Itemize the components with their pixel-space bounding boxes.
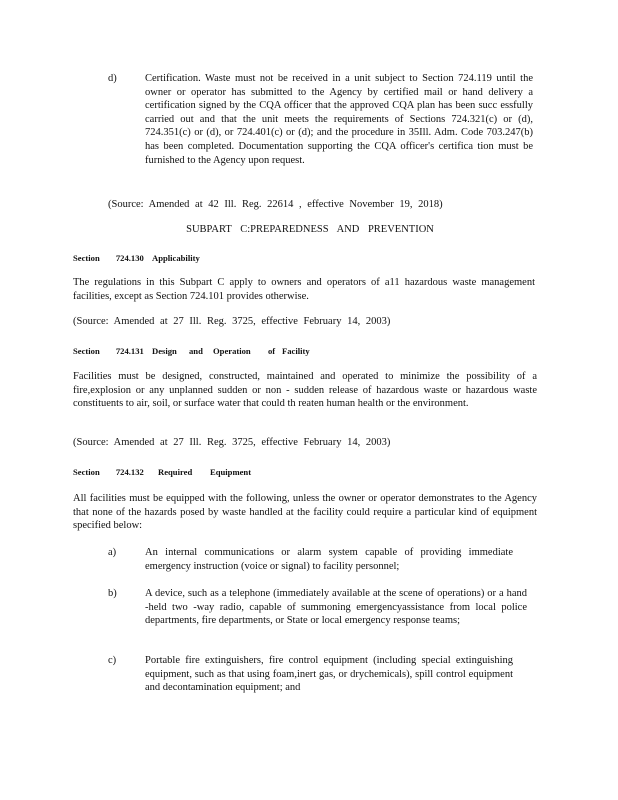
section-132-heading: [73, 466, 533, 480]
item-a-text: An internal communications or alarm system capable of providing immediate emergency instruction (voice or signal) to facility personnel;: [145, 547, 513, 572]
source-note-1: (Source: Amended at 42 Ill. Reg. 22614 , effective November 19, 2018): [108, 199, 443, 210]
section-131-heading: [73, 345, 533, 359]
item-b-text: A device, such as a telephone (immediately available at the scene of operations) or a hand -held two -way radio, capable of summoning emergencyassistance from local police departments, fire departments, or State or local emergency response teams;: [145, 588, 527, 627]
section-131-title-word-1: Design: [152, 346, 177, 356]
subpart-title: SUBPART C:PREPAREDNESS AND PREVENTION: [186, 224, 434, 235]
item-d-label: d): [108, 73, 117, 84]
section-131-title-word-5: Facility: [282, 346, 310, 356]
section-132-body: All facilities must be equipped with the following, unless the owner or operator demonstrates to the Agency that none of the hazards posed by waste handled at the facility could require a particular kind of equipment specified below:: [73, 493, 537, 532]
section-130-source: (Source: Amended at 27 Ill. Reg. 3725, effective February 14, 2003): [73, 316, 391, 327]
section-131-title-word-3: Operation: [213, 346, 251, 356]
item-d-text: Certification. Waste must not be received in a unit subject to Section 724.119 until the owner or operator has submitted to the Agency by certified mail or hand delivery a certification signed by the CQA officer that the approved CQA plan has been succ essfully carried out and that the unit meets the requirements of Sections 724.321(c) or (d), 724.351(c) or (d), or 724.401(c) or (d); and the procedure in 35Ill. Adm. Code 703.247(b) has been completed. Documentation supporting the CQA officer's certifica tion must be furnished to the Agency upon request.: [145, 73, 533, 166]
section-131-source: (Source: Amended at 27 Ill. Reg. 3725, effective February 14, 2003): [73, 437, 391, 448]
section-131-title-word-4: of: [268, 346, 276, 356]
item-c-label: c): [108, 655, 117, 666]
section-131-title-word-2: and: [189, 346, 203, 356]
section-130-heading: [73, 252, 533, 266]
section-130-number: Section 724.130: [73, 253, 144, 263]
section-131-body: Facilities must be designed, constructed, maintained and operated to minimize the possibility of a fire,explosion or any unplanned sudden or non - sudden release of hazardous waste or hazardous waste constituents to air, soil, or surface water that could th reaten human health or the environment.: [73, 371, 537, 410]
section-130-title: Applicability: [152, 253, 200, 263]
section-132-title-word-2: Equipment: [210, 467, 252, 477]
section-132-title-word-1: Required: [158, 467, 193, 477]
item-a-label: a): [108, 547, 117, 558]
item-c-text: Portable fire extinguishers, fire control equipment (including special extinguishing equipment, such as that using foam,inert gas, or drychemicals), spill control equipment and decontamination equipment; and: [145, 655, 513, 694]
section-131-number: Section 724.131: [73, 346, 144, 356]
section-130-body: The regulations in this Subpart C apply to owners and operators of a11 hazardous waste management facilities, except as Section 724.101 provides otherwise.: [73, 277, 535, 302]
section-132-number: Section 724.132: [73, 467, 144, 477]
item-b-label: b): [108, 588, 117, 599]
